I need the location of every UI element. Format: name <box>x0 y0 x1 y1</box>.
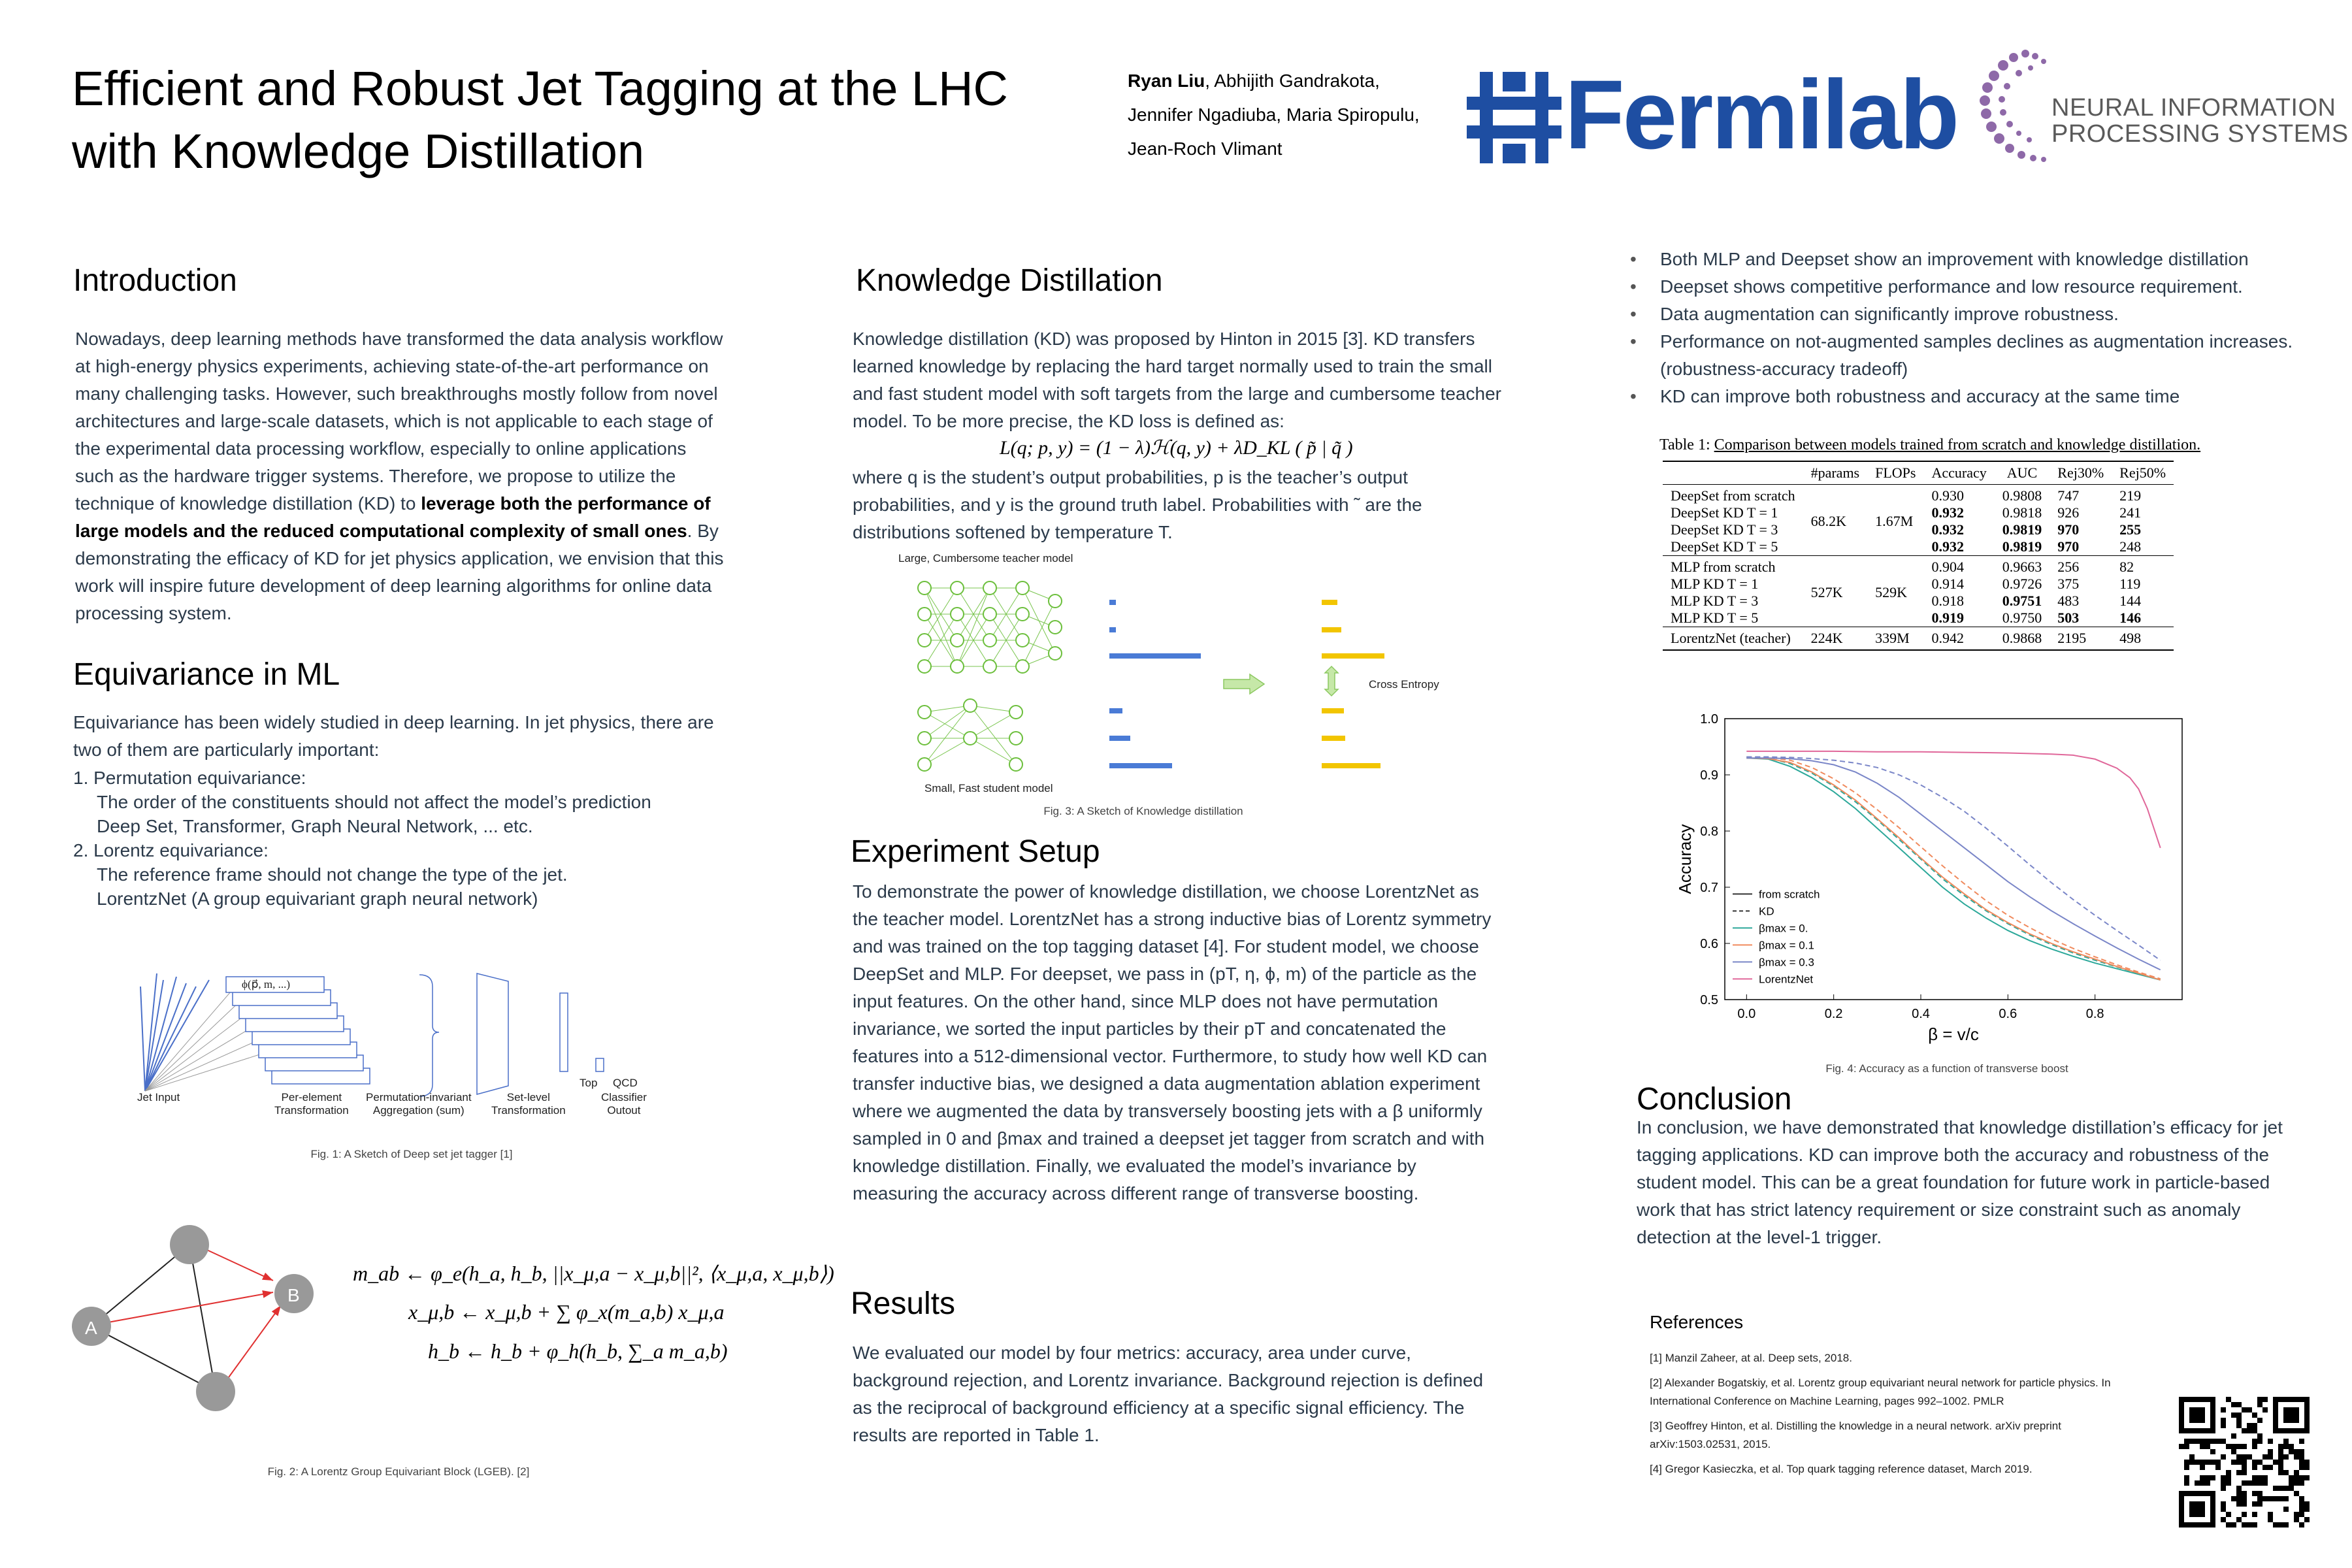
table-row: DeepSet KD T = 5 0.932 0.9819 970 248 <box>1671 538 2142 555</box>
graph-node <box>196 1372 235 1411</box>
label-aggregation-1: Permutation-invariant <box>366 1091 472 1103</box>
kd-loss-equation: L(q; p, y) = (1 − λ)ℋ(q, y) + λD_KL ( p̃ | q̃ ) <box>1000 437 1353 459</box>
list-item-permutation: 1. Permutation equivariance: <box>73 768 306 788</box>
list-item-lorentz-line2: LorentzNet (A group equivariant graph neural network) <box>97 889 538 909</box>
x-tick-label: 0.2 <box>1824 1007 1843 1021</box>
kd-text-2: where q is the student’s output probabilities, p is the teacher’s output probabilities, and y is the ground truth label. Probabilities with ˜ are the distributions softened by temperature T. <box>853 467 1422 542</box>
label-qcd: QCD <box>613 1077 638 1089</box>
label-set-level-1: Set-level <box>506 1091 550 1103</box>
kd-text-1: Knowledge distillation (KD) was proposed by Hinton in 2015 [3]. KD transfers learned knowledge by replacing the hard target normally used to train the small and fast student model with soft targets from the large and cumbersome teacher model. To be more precise, the KD loss is defined as: <box>853 329 1501 431</box>
experiment-text: To demonstrate the power of knowledge distillation, we choose LorentzNet as the teacher model. LorentzNet has a strong inductive bias of Lorentz symmetry and was trained on the top tagging dataset [4]. For student model, we choose DeepSet and MLP. For deepset, we pass in (pT, η, ϕ, m) of the particle as the input features. On the other hand, since MLP does not have permutation invariance, we sorted the input particles by their pT and concatenated the features into a 512-dimensional vector. Furthermore, to study how well KD can transfer inductive bias, we designed a data augmentation ablation experiment where we augmented the data by transversely boosting jets with a β uniformly sampled in 0 and βmax and trained a deepset jet tagger from scratch and with knowledge distillation. Finally, we evaluated the model’s invariance by measuring the accuracy across different range of transverse boosting. <box>853 881 1492 1203</box>
lgeb-equation-2: x_μ,b ← x_μ,b + ∑ φ_x(m_a,b) x_μ,a <box>408 1300 725 1324</box>
finding-item: • Performance on not-augmented samples declines as augmentation increases. (robustness-accuracy tradeoff) <box>1630 328 2296 383</box>
fig1-caption: Fig. 1: A Sketch of Deep set jet tagger [1] <box>310 1148 513 1160</box>
findings-list <box>1630 246 2296 410</box>
intro-text-a: Nowadays, deep learning methods have transformed the data analysis workflow at high-energy physics experiments, achieving state-of-the-art performance on many challenging tasks. However, such breakthroughs mostly follow from novel architectures and large-scale datasets, which is not applicable to each stage of the experimental data processing workflow, especially to online applications such as the hardware trigger systems. Therefore, we propose to utilize the technique of knowledge distillation (KD) to <box>75 329 723 514</box>
table-caption <box>1659 436 2200 454</box>
conclusion-text: In conclusion, we have demonstrated that knowledge distillation’s efficacy for jet tagging applications. KD can improve both the accuracy and robustness of the student model. This can be a great foundation for future work in particle-based work that has strict latency requirement or size constraint such as anomaly detection at the level-1 trigger. <box>1637 1117 2283 1247</box>
x-tick-label: 0.0 <box>1737 1007 1756 1021</box>
x-tick-label: 0.4 <box>1912 1007 1930 1021</box>
accuracy-chart <box>1673 706 2208 1052</box>
table-header: #params <box>1803 461 1868 485</box>
label-student: Small, Fast student model <box>924 782 1053 794</box>
reference-item: [2] Alexander Bogatskiy, et al. Lorentz group equivariant neural network for particle physics. In International Conference on Machine Learning, pages 992–1002. PMLR <box>1650 1377 2111 1407</box>
label-set-level-2: Transformation <box>491 1104 566 1117</box>
legend-label: KD <box>1759 905 1774 918</box>
reference-item: [4] Gregor Kasieczka, et al. Top quark tagging reference dataset, March 2019. <box>1650 1463 2033 1475</box>
y-axis-label: Accuracy <box>1675 824 1695 894</box>
table-row: LorentzNet (teacher) 224K 339M 0.942 0.9868 2195 498 <box>1663 627 2174 651</box>
legend-label: βmax = 0.3 <box>1759 956 1814 969</box>
label-top: Top <box>580 1077 598 1089</box>
fig2-caption: Fig. 2: A Lorentz Group Equivariant Block (LGEB). [2] <box>267 1465 530 1478</box>
label-classifier-2: Outout <box>607 1104 641 1117</box>
intro-text-bold: leverage both the performance of large models and the reduced computational complexity of small ones <box>75 493 711 541</box>
table-header: Rej30% <box>2050 461 2112 485</box>
x-axis-label: β = v/c <box>1928 1024 1979 1044</box>
node-a-label: A <box>85 1318 97 1338</box>
authors-line-1: , Abhijith Gandrakota, <box>1205 71 1380 91</box>
table-caption-label: Table 1: <box>1659 436 1710 453</box>
label-jet-input: Jet Input <box>137 1091 180 1103</box>
table-row: DeepSet from scratch 68.2K 1.67M 0.930 0.9808 747 219 <box>1663 485 2174 505</box>
node-b-label: B <box>287 1285 300 1305</box>
y-tick-label: 0.5 <box>1700 993 1718 1007</box>
fermilab-logo-icon <box>1467 72 1561 163</box>
table-row: DeepSet KD T = 3 0.932 0.9819 970 255 <box>1671 521 2142 538</box>
authors-line-3: Jean-Roch Vlimant <box>1128 139 1282 159</box>
equivariance-list <box>73 766 651 911</box>
label-per-element <box>274 1091 349 1117</box>
title-line-1: Efficient and Robust Jet Tagging at the LHC <box>72 61 1008 116</box>
deepset-flops: 1.67M <box>1867 485 1923 556</box>
table-caption-text: Comparison between models trained from scratch and knowledge distillation. <box>1714 436 2201 453</box>
list-item-lorentz: 2. Lorentz equivariance: <box>73 840 269 860</box>
fermilab-wordmark: Fermilab <box>1565 59 1958 169</box>
list-item-lorentz-line1: The reference frame should not change the type of the jet. <box>97 864 568 885</box>
series-line <box>1746 757 2160 960</box>
legend-label: βmax = 0.1 <box>1759 939 1814 952</box>
table-row: MLP KD T = 1 0.914 0.9726 375 119 <box>1671 576 2141 592</box>
intro-text-b: . By demonstrating the efficacy of KD for jet physics application, we envision that this work will inspire future development of deep learning algorithms for online data processing system. <box>75 521 724 623</box>
references-list <box>1650 1349 2120 1485</box>
experiment-heading: Experiment Setup <box>851 834 1100 869</box>
lead-author: Ryan Liu <box>1128 71 1205 91</box>
results-heading: Results <box>851 1286 956 1321</box>
finding-item: • KD can improve both robustness and accuracy at the same time <box>1630 383 2296 410</box>
poster-title <box>72 57 1091 183</box>
qr-code-icon[interactable] <box>2179 1397 2310 1527</box>
deepset-params: 68.2K <box>1803 485 1868 556</box>
intro-heading: Introduction <box>73 263 237 298</box>
x-tick-label: 0.8 <box>2085 1007 2104 1021</box>
intro-text <box>75 325 728 627</box>
mlp-params: 527K <box>1803 556 1868 627</box>
lgeb-equation-3: h_b ← h_b + φ_h(h_b, ∑_a m_a,b) <box>428 1339 728 1363</box>
x-tick-label: 0.6 <box>1999 1007 2017 1021</box>
equivariance-heading: Equivariance in ML <box>73 657 340 692</box>
kd-heading: Knowledge Distillation <box>856 263 1163 298</box>
fig4-caption: Fig. 4: Accuracy as a function of transverse boost <box>1825 1062 2068 1075</box>
table-row: MLP from scratch 527K 529K 0.904 0.9663 256 82 <box>1663 556 2174 576</box>
table-row: DeepSet KD T = 1 0.932 0.9818 926 241 <box>1671 504 2142 521</box>
label-classifier-1: Classifier <box>601 1091 647 1103</box>
neurips-line-2: PROCESSING SYSTEMS <box>2051 120 2349 148</box>
y-tick-label: 1.0 <box>1700 712 1718 727</box>
finding-item: • Data augmentation can significantly improve robustness. <box>1630 301 2296 328</box>
phi-label: ϕ(p⃗, m, ...) <box>242 978 291 990</box>
y-tick-label: 0.8 <box>1700 825 1718 839</box>
table-row: MLP KD T = 5 0.919 0.9750 503 146 <box>1671 610 2142 626</box>
results-table <box>1663 461 2174 651</box>
label-classifier <box>601 1091 647 1117</box>
table-row: MLP KD T = 3 0.918 0.9751 483 144 <box>1671 593 2142 609</box>
conclusion-heading: Conclusion <box>1637 1082 1792 1117</box>
neurips-logo-icon <box>1973 47 2051 178</box>
finding-item: • Deepset shows competitive performance and low resource requirement. <box>1630 273 2296 301</box>
kd-diagram <box>911 568 1408 784</box>
label-per-element-1: Per-element <box>281 1091 342 1103</box>
series-line <box>1746 758 2160 970</box>
label-per-element-2: Transformation <box>274 1104 349 1117</box>
fig3-caption: Fig. 3: A Sketch of Knowledge distillation <box>1043 805 1243 817</box>
legend-label: from scratch <box>1759 888 1820 901</box>
legend-label: βmax = 0. <box>1759 922 1808 935</box>
author-list <box>1128 64 1480 166</box>
neurips-line-1: NEURAL INFORMATION <box>2051 94 2336 122</box>
table-header: Accuracy <box>1923 461 1994 485</box>
references-heading: References <box>1650 1312 1744 1332</box>
finding-item: • Both MLP and Deepset show an improvement with knowledge distillation <box>1630 246 2296 273</box>
y-tick-label: 0.7 <box>1700 881 1718 895</box>
reference-item: [3] Geoffrey Hinton, et al. Distilling the knowledge in a neural network. arXiv preprint arXiv:1503.02531, 2015. <box>1650 1420 2061 1450</box>
label-cross-entropy: Cross Entropy <box>1369 678 1439 691</box>
label-aggregation <box>366 1091 472 1117</box>
label-teacher: Large, Cumbersome teacher model <box>898 552 1073 564</box>
mlp-flops: 529K <box>1867 556 1923 627</box>
legend-label: LorentzNet <box>1759 973 1814 986</box>
table-header <box>1663 461 1803 485</box>
table-header: Rej50% <box>2112 461 2174 485</box>
neurips-wordmark <box>2051 95 2349 147</box>
y-tick-label: 0.6 <box>1700 937 1718 951</box>
reference-item: [1] Manzil Zaheer, at al. Deep sets, 2018. <box>1650 1352 1852 1364</box>
authors-line-2: Jennifer Ngadiuba, Maria Spiropulu, <box>1128 105 1420 125</box>
results-text: We evaluated our model by four metrics: accuracy, area under curve, background rejection, and Lorentz invariance. Background rejection is defined as the reciprocal of background efficiency at a specific signal efficiency. The results are reported in Table 1. <box>853 1343 1484 1445</box>
lgeb-graph <box>65 1215 314 1418</box>
graph-node <box>170 1225 209 1264</box>
table-header: FLOPs <box>1867 461 1923 485</box>
lgeb-equation-1: m_ab ← φ_e(h_a, h_b, ||x_μ,a − x_μ,b||², ⟨x_μ,a, x_μ,b⟩) <box>353 1262 834 1285</box>
label-set-level <box>491 1091 566 1117</box>
label-aggregation-2: Aggregation (sum) <box>372 1104 465 1117</box>
list-item-permutation-line1: The order of the constituents should not affect the model’s prediction <box>97 792 651 812</box>
title-line-2: with Knowledge Distillation <box>72 124 645 178</box>
list-item-permutation-line2: Deep Set, Transformer, Graph Neural Network, ... etc. <box>97 816 533 836</box>
table-header: AUC <box>1995 461 2050 485</box>
equivariance-text: Equivariance has been widely studied in deep learning. In jet physics, there are two of them are particularly important: <box>73 712 714 760</box>
y-tick-label: 0.9 <box>1700 768 1718 783</box>
